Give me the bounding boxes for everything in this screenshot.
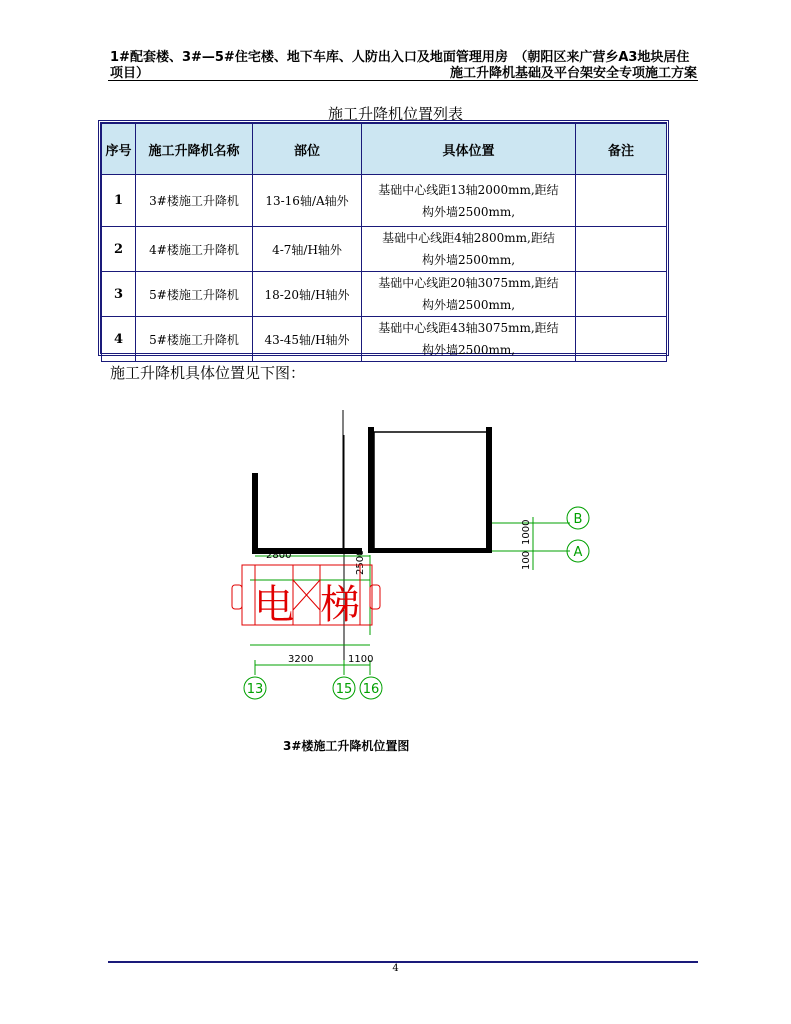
row-no: 1	[102, 175, 136, 227]
dim-2800: 2800	[266, 550, 292, 561]
header-cell-part: 部位	[253, 124, 362, 175]
dim-2500: 2500	[355, 549, 366, 575]
axis-label-a: A	[573, 545, 583, 560]
row-no: 3	[102, 272, 136, 317]
row-no: 4	[102, 317, 136, 362]
header-rule	[108, 80, 698, 81]
elevator-label-2: 梯	[320, 582, 360, 628]
table-row	[102, 272, 667, 317]
row-note	[576, 227, 667, 272]
header-cell-note: 备注	[576, 124, 667, 175]
wall-right-outer	[368, 427, 374, 553]
row-location-line1: 基础中心线距43轴3075mm,距结	[378, 321, 559, 335]
row-location	[362, 272, 576, 317]
wall-left	[252, 473, 258, 553]
row-name: 5#楼施工升降机	[136, 272, 253, 317]
table-row	[102, 227, 667, 272]
row-location-line2: 构外墙2500mm,	[421, 253, 516, 267]
header-project-title: 1#配套楼、3#—5#住宅楼、地下车库、人防出入口及地面管理用房 （朝阳区来广营乡A3地块居住	[110, 50, 690, 65]
row-note	[576, 317, 667, 362]
table-header-row	[102, 124, 667, 175]
table-row	[102, 317, 667, 362]
dim-1000: 1000	[521, 519, 532, 545]
dim-100: 100	[521, 550, 532, 570]
row-location	[362, 175, 576, 227]
row-name: 3#楼施工升降机	[136, 175, 253, 227]
header-cell-location: 具体位置	[362, 124, 576, 175]
drawing-caption: 3#楼施工升降机位置图	[283, 739, 410, 753]
row-location-line1: 基础中心线距20轴3075mm,距结	[378, 276, 559, 290]
elevator-position-table	[101, 123, 667, 362]
axis-label-16: 16	[362, 682, 380, 697]
row-location-line1: 基础中心线距4轴2800mm,距结	[382, 231, 555, 245]
header-cell-name: 施工升降机名称	[136, 124, 253, 175]
axis-label-13: 13	[246, 682, 264, 697]
row-part: 4-7轴/H轴外	[253, 227, 362, 272]
row-part: 43-45轴/H轴外	[253, 317, 362, 362]
row-name: 5#楼施工升降机	[136, 317, 253, 362]
table-row	[102, 175, 667, 227]
row-note	[576, 175, 667, 227]
row-location	[362, 317, 576, 362]
axis-label-15: 15	[335, 682, 353, 697]
row-location	[362, 227, 576, 272]
elevator-position-drawing	[220, 405, 610, 705]
row-location-line1: 基础中心线距13轴2000mm,距结	[378, 182, 559, 197]
header-project-title-cont: 项目）	[110, 66, 150, 81]
elevator-label-1: 电	[254, 582, 294, 628]
dim-3200: 3200	[288, 654, 314, 665]
drawing-intro-text: 施工升降机具体位置见下图：	[110, 364, 306, 382]
axis-label-b: B	[573, 512, 583, 527]
row-no: 2	[102, 227, 136, 272]
row-name: 4#楼施工升降机	[136, 227, 253, 272]
table-title: 施工升降机位置列表	[327, 105, 463, 123]
building-outline	[374, 432, 488, 550]
row-location-line2: 构外墙2500mm,	[421, 298, 516, 312]
dim-1100: 1100	[348, 654, 374, 665]
row-part: 13-16轴/A轴外	[253, 175, 362, 227]
header-cell-no: 序号	[102, 124, 136, 175]
page-number: 4	[392, 963, 399, 974]
wall-right	[486, 427, 492, 553]
row-note	[576, 272, 667, 317]
header-document-title: 施工升降机基础及平台架安全专项施工方案	[449, 66, 697, 81]
row-location-line2: 构外墙2500mm,	[421, 343, 516, 357]
wall-bottom-right	[368, 548, 492, 553]
row-part: 18-20轴/H轴外	[253, 272, 362, 317]
row-location-line2: 构外墙2500mm,	[421, 204, 516, 219]
